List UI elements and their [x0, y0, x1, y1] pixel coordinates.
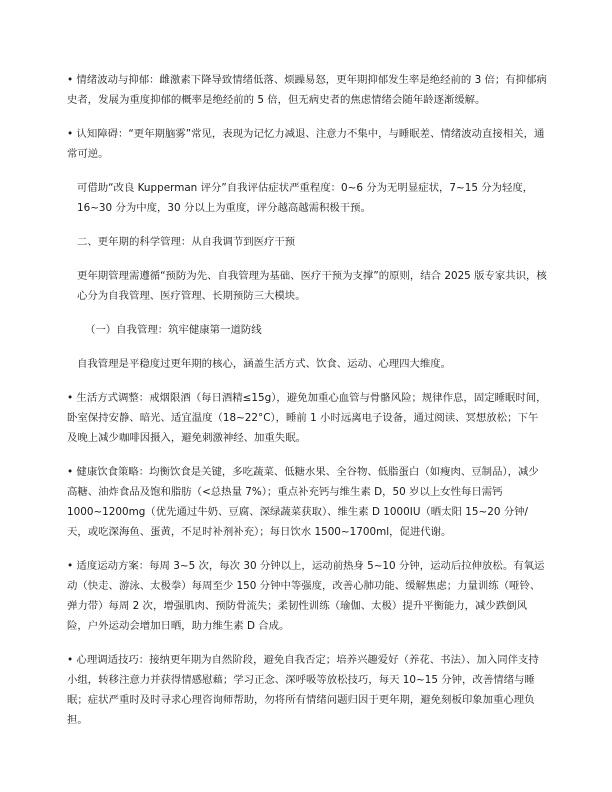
paragraph-management-principle: 更年期管理需遵循“预防为先、自我管理为基础、医疗干预为支撑”的原则，结合 2025 版专家共识，核心分为自我管理、医疗管理、长期预防三大模块。	[77, 270, 547, 302]
paragraph-lifestyle: • 生活方式调整：戒烟限酒（每日酒精≤15g），避免加重心血管与骨骼风险；规律作息，固定睡眠时间，卧室保持安静、暗光、适宜温度（18~22°C），睡前 1 小时远离电子设备，通过阅读、冥想放松；下午及晚上减少咖啡因摄入，避免刺激神经、加重失眠。	[67, 392, 547, 444]
paragraph-exercise: • 适度运动方案：每周 3~5 次，每次 30 分钟以上，运动前热身 5~10 分钟，运动后拉伸放松。有氧运动（快走、游泳、太极拳）每周至少 150 分钟中等强度，改善心肺功能、缓解焦虑；力量训练（哑铃、弹力带）每周 2 次，增强肌肉、预防骨流失；柔韧性训练（瑜伽、太极）提升平衡能力，减少跌倒风险，户外运动会增加日晒，助力维生素 D 合成。	[67, 560, 545, 632]
paragraph-kupperman-score: 可借助“改良 Kupperman 评分”自我评估症状严重程度：0~6 分为无明显症状，7~15 分为轻度，16~30 分为中度，30 分以上为重度，评分越高越需积极干预。	[77, 182, 534, 214]
paragraph-diet: • 健康饮食策略：均衡饮食是关键，多吃蔬菜、低糖水果、全谷物、低脂蛋白（如瘦肉、豆制品），减少高糖、油炸食品及饱和脂肪（<总热量 7%）；重点补充钙与维生素 D，50 岁以上女性每日需钙 1000~1200mg（优先通过牛奶、豆腐、深绿蔬菜获取）、维生素 D 1000IU（晒太阳 15~20 分钟/天，或吃深海鱼、蛋黄，不足时补剂补充）；每日饮水 1500~1700ml，促进代谢。	[67, 466, 539, 538]
paragraph-mood-depression: • 情绪波动与抑郁：雌激素下降导致情绪低落、烦躁易怒，更年期抑郁发生率是绝经前的 3 倍；有抑郁病史者，发展为重度抑郁的概率是绝经前的 5 倍，但无病史者的焦虑情绪会随年龄逐渐缓解。	[67, 74, 547, 106]
paragraph-cognitive-impairment: • 认知障碍：“更年期脑雾”常见，表现为记忆力减退、注意力不集中，与睡眠差、情绪波动直接相关，通常可逆。	[67, 128, 545, 160]
paragraph-self-management-intro: 自我管理是平稳度过更年期的核心，涵盖生活方式、饮食、运动、心理四大维度。	[77, 358, 452, 370]
subsection-heading-self-management: （一）自我管理：筑牢健康第一道防线	[85, 324, 262, 336]
section-heading-two: 二、更年期的科学管理：从自我调节到医疗干预	[77, 236, 296, 248]
paragraph-psychology: • 心理调适技巧：接纳更年期为自然阶段，避免自我否定；培养兴趣爱好（养花、书法）、加入同伴支持小组，转移注意力并获得情感慰藉；学习正念、深呼吸等放松技巧，每天 10~15 分钟，改善情绪与睡眠；症状严重时及时寻求心理咨询师帮助，勿将所有情绪问题归因于更年期，避免刻板印象加重心理负担。	[67, 654, 539, 726]
